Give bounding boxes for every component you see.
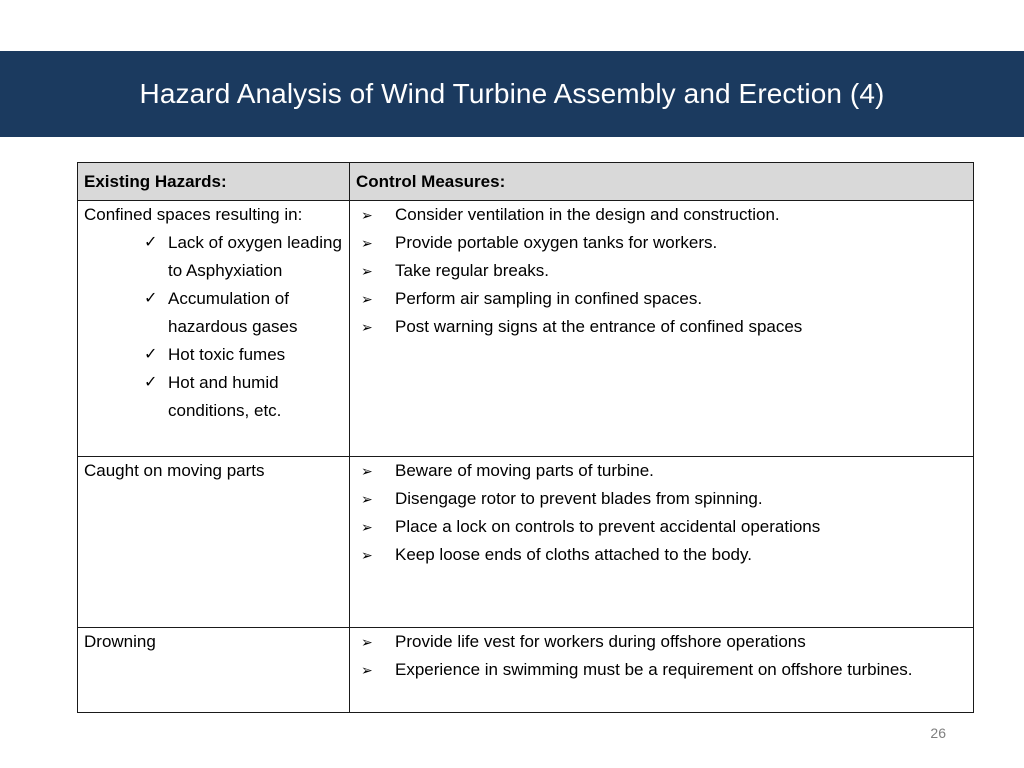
hazard-label: Confined spaces resulting in:	[84, 205, 303, 224]
list-item: ✓ Hot and humid conditions, etc.	[144, 369, 343, 425]
arrowhead-icon: ➢	[361, 235, 373, 251]
list-item: ➢ Experience in swimming must be a requirement on offshore turbines.	[358, 656, 967, 684]
arrowhead-icon: ➢	[361, 547, 373, 563]
list-item: ✓ Hot toxic fumes	[144, 341, 343, 369]
hazard-label: Drowning	[84, 632, 156, 651]
list-item: ➢ Consider ventilation in the design and construction.	[358, 201, 967, 229]
hazard-table	[77, 162, 974, 713]
arrowhead-icon: ➢	[361, 519, 373, 535]
hazard-cell	[78, 457, 350, 628]
title-bar	[0, 51, 1024, 137]
arrowhead-icon: ➢	[361, 463, 373, 479]
arrowhead-icon: ➢	[361, 319, 373, 335]
controls-cell	[350, 201, 974, 457]
list-item: ➢ Disengage rotor to prevent blades from spinning.	[358, 485, 967, 513]
arrowhead-icon: ➢	[361, 662, 373, 678]
hazard-label: Caught on moving parts	[84, 461, 265, 480]
checkmark-icon: ✓	[144, 234, 158, 251]
table-row	[78, 628, 974, 713]
list-item: ➢ Place a lock on controls to prevent accidental operations	[358, 513, 967, 541]
arrowhead-icon: ➢	[361, 207, 373, 223]
arrowhead-icon: ➢	[361, 634, 373, 650]
table-row	[78, 457, 974, 628]
list-item: ➢ Post warning signs at the entrance of confined spaces	[358, 313, 967, 341]
checkmark-icon: ✓	[144, 346, 158, 363]
controls-cell	[350, 628, 974, 713]
list-item: ➢ Provide life vest for workers during offshore operations	[358, 628, 967, 656]
controls-list	[356, 628, 967, 684]
controls-list	[356, 457, 967, 569]
list-item: ➢ Beware of moving parts of turbine.	[358, 457, 967, 485]
controls-list	[356, 201, 967, 341]
table-header-row	[78, 163, 974, 201]
page-number: 26	[930, 725, 946, 741]
hazard-cell	[78, 201, 350, 457]
list-item: ➢ Take regular breaks.	[358, 257, 967, 285]
hazard-cell	[78, 628, 350, 713]
list-item: ✓ Accumulation of hazardous gases	[144, 285, 343, 341]
header-control-measures: Control Measures:	[350, 163, 974, 201]
arrowhead-icon: ➢	[361, 291, 373, 307]
controls-cell	[350, 457, 974, 628]
checkmark-icon: ✓	[144, 290, 158, 307]
slide-title: Hazard Analysis of Wind Turbine Assembly and Erection (4)	[139, 78, 885, 109]
list-item: ➢ Provide portable oxygen tanks for workers.	[358, 229, 967, 257]
arrowhead-icon: ➢	[361, 491, 373, 507]
arrowhead-icon: ➢	[361, 263, 373, 279]
hazard-sub-list	[84, 229, 343, 425]
checkmark-icon: ✓	[144, 374, 158, 391]
list-item: ➢ Perform air sampling in confined spaces.	[358, 285, 967, 313]
list-item: ✓ Lack of oxygen leading to Asphyxiation	[144, 229, 343, 285]
table-row	[78, 201, 974, 457]
header-existing-hazards: Existing Hazards:	[78, 163, 350, 201]
list-item: ➢ Keep loose ends of cloths attached to the body.	[358, 541, 967, 569]
